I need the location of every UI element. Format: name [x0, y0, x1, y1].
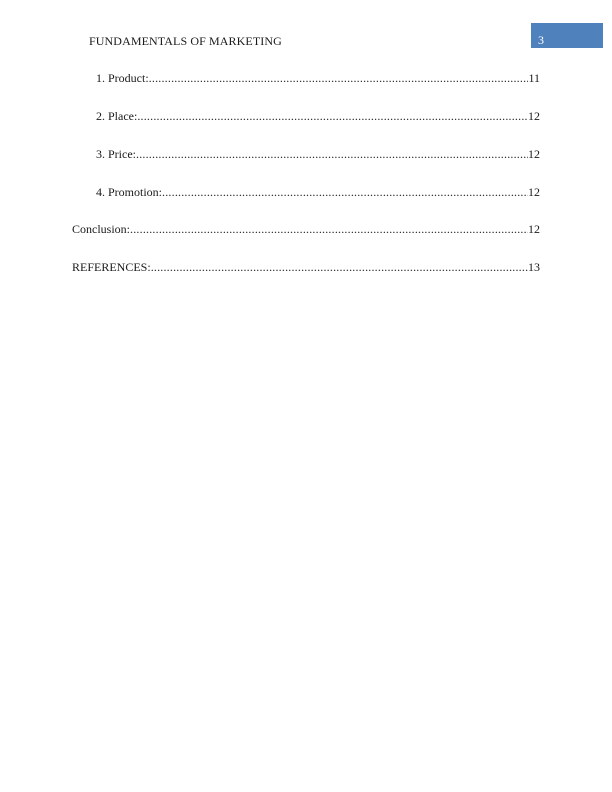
toc-entry-page: 12	[528, 147, 540, 161]
toc-entry-label: 4. Promotion:	[96, 185, 163, 199]
toc-entry-product[interactable]	[96, 71, 540, 87]
toc-entry-references[interactable]	[72, 260, 540, 276]
toc-dot-leader	[162, 185, 528, 200]
toc-entry-page: 12	[528, 109, 540, 123]
toc-entry-label: REFERENCES:	[72, 260, 151, 274]
toc-entry-conclusion[interactable]	[72, 222, 540, 238]
toc-entry-promotion[interactable]	[96, 185, 540, 201]
toc-entry-label: 2. Place:	[96, 109, 138, 123]
toc-entry-label: 3. Price:	[96, 147, 136, 161]
toc-dot-leader	[149, 71, 529, 86]
toc-dot-leader	[136, 147, 528, 162]
toc-dot-leader	[151, 260, 528, 275]
running-header-title: FUNDAMENTALS OF MARKETING	[89, 34, 282, 48]
toc-entry-place[interactable]	[96, 109, 540, 125]
toc-entry-page: 12	[528, 185, 540, 199]
toc-entry-page: 13	[528, 260, 540, 274]
page-number: 3	[538, 33, 544, 47]
toc-entry-label: Conclusion:	[72, 222, 131, 236]
toc-entry-label: 1. Product:	[96, 71, 149, 85]
toc-entry-page: 11	[528, 71, 540, 85]
toc-dot-leader	[137, 109, 528, 124]
toc-dot-leader	[130, 222, 528, 237]
toc-entry-price[interactable]	[96, 147, 540, 163]
toc-entry-page: 12	[528, 222, 540, 236]
